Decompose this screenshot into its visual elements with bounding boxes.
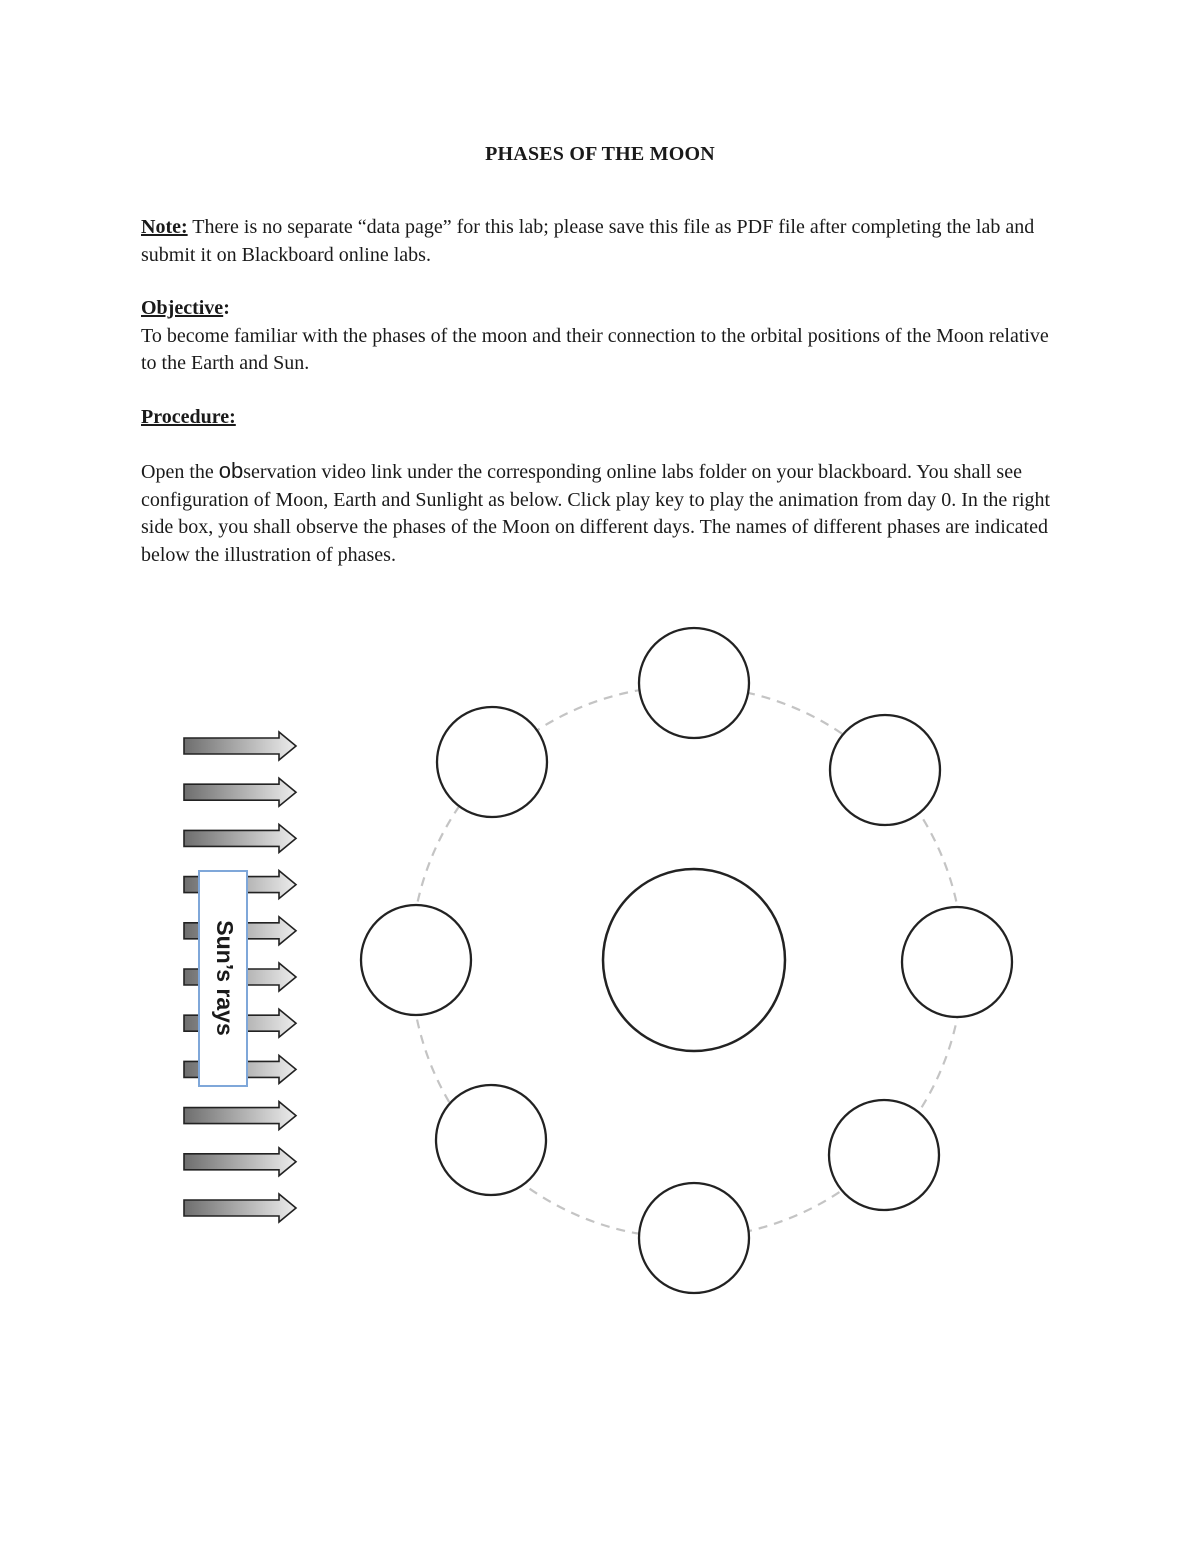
sun-rays-label: Sun’s rays [211,920,238,1036]
moon-circle [639,628,749,738]
note-paragraph [141,214,1061,269]
sun-ray-arrow [184,778,296,806]
sun-ray-arrow [184,1194,296,1222]
moon-circle [830,715,940,825]
note-label: Note: [141,216,188,238]
objective-heading-line [141,295,1061,323]
moon-circle [437,707,547,817]
moon-orbit-diagram [0,600,1200,1320]
objective-heading: Objective [141,297,224,319]
sun-ray-arrow [184,1148,296,1176]
objective-section [141,295,1061,378]
moon-circle [829,1100,939,1210]
page-title: PHASES OF THE MOON [485,143,715,165]
objective-colon: : [223,297,230,319]
procedure-text-rest: servation video link under the corresponding online labs folder on your blackboard. You shall see configuration of Moon, Earth and Sunlight as below. Click play key to play the animation from day 0. In the right side box, you shall observe the phases of the Moon on different days. The names of different phases are indicated below the illustration of phases. [141,461,1051,566]
objective-text: To become familiar with the phases of the moon and their connection to the orbital positions of the Moon relative to the Earth and Sun. [141,324,1049,374]
moon-circle [436,1085,546,1195]
sun-ray-arrow [184,1102,296,1130]
procedure-text-ob: ob [218,458,244,483]
moon-circle [902,907,1012,1017]
procedure-paragraph [141,457,1061,569]
earth-circle [603,869,785,1051]
procedure-text-start: Open the [141,461,219,483]
moon-circle [361,905,471,1015]
sun-ray-arrow [184,732,296,760]
sun-rays-label-box [199,871,247,1086]
note-text: There is no separate “data page” for this lab; please save this file as PDF file after completing the lab and submit it on Blackboard online labs. [141,216,1035,266]
procedure-heading: Procedure: [141,406,236,428]
moon-circle [639,1183,749,1293]
procedure-heading-line [141,404,1061,432]
sun-ray-arrow [184,824,296,852]
